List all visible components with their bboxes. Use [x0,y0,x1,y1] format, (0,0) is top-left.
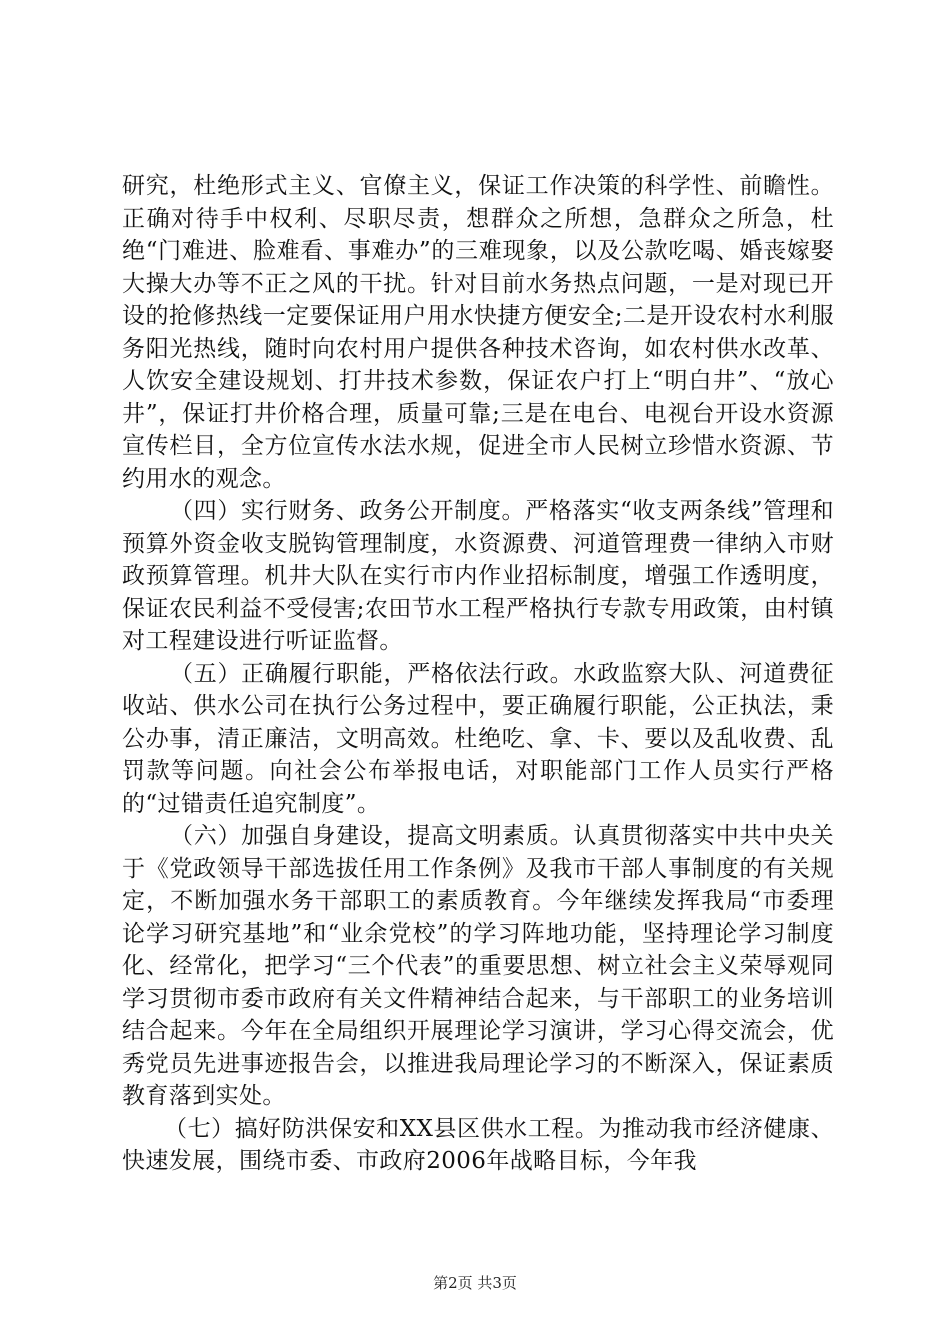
page-footer [0,1272,950,1293]
paragraph-section-5: （五）正确履行职能，严格依法行政。水政监察大队、河道费征收站、供水公司在执行公务过程中，要正确履行职能，公正执法，秉公办事，清正廉洁，文明高效。杜绝吃、拿、卡、要以及乱收费、乱罚款等问题。向社会公布举报电话，对职能部门工作人员实行严格的“过错责任追究制度”。 [122,660,834,817]
paragraph-section-7: （七）搞好防洪保安和XX县区供水工程。为推动我市经济健康、快速发展，围绕市委、市政府2006年战略目标，今年我 [122,1115,834,1174]
paragraph-continuation: 研究，杜绝形式主义、官僚主义，保证工作决策的科学性、前瞻性。正确对待手中权利、尽职尽责，想群众之所想，急群众之所急，杜绝“门难进、脸难看、事难办”的三难现象，以及公款吃喝、婚丧嫁娶大操大办等不正之风的干扰。针对目前水务热点问题，一是对现已开设的抢修热线一定要保证用户用水快捷方便安全;二是开设农村水利服务阳光热线，随时向农村用户提供各种技术咨询，如农村供水改革、人饮安全建设规划、打井技术参数，保证农户打上“明白井”、“放心井”，保证打井价格合理，质量可靠;三是在电台、电视台开设水资源宣传栏目，全方位宣传水法水规，促进全市人民树立珍惜水资源、节约用水的观念。 [122,173,834,492]
paragraph-section-6: （六）加强自身建设，提高文明素质。认真贯彻落实中共中央关于《党政领导干部选拔任用工作条例》及我市干部人事制度的有关规定，不断加强水务干部职工的素质教育。今年继续发挥我局“市委理论学习研究基地”和“业余党校”的学习阵地功能，坚持理论学习制度化、经常化，把学习“三个代表”的重要思想、树立社会主义荣辱观同学习贯彻市委市政府有关文件精神结合起来，与干部职工的业务培训结合起来。今年在全局组织开展理论学习演讲，学习心得交流会，优秀党员先进事迹报告会，以推进我局理论学习的不断深入，保证素质教育落到实处。 [122,823,834,1109]
paragraph-section-4: （四）实行财务、政务公开制度。严格落实“收支两条线”管理和预算外资金收支脱钩管理制度，水资源费、河道管理费一律纳入市财政预算管理。机井大队在实行市内作业招标制度，增强工作透明度，保证农民利益不受侵害;农田节水工程严格执行专款专用政策，由村镇对工程建设进行听证监督。 [122,498,834,654]
page-number-label: 第2页 共3页 [433,1274,517,1292]
document-body [122,170,834,1178]
